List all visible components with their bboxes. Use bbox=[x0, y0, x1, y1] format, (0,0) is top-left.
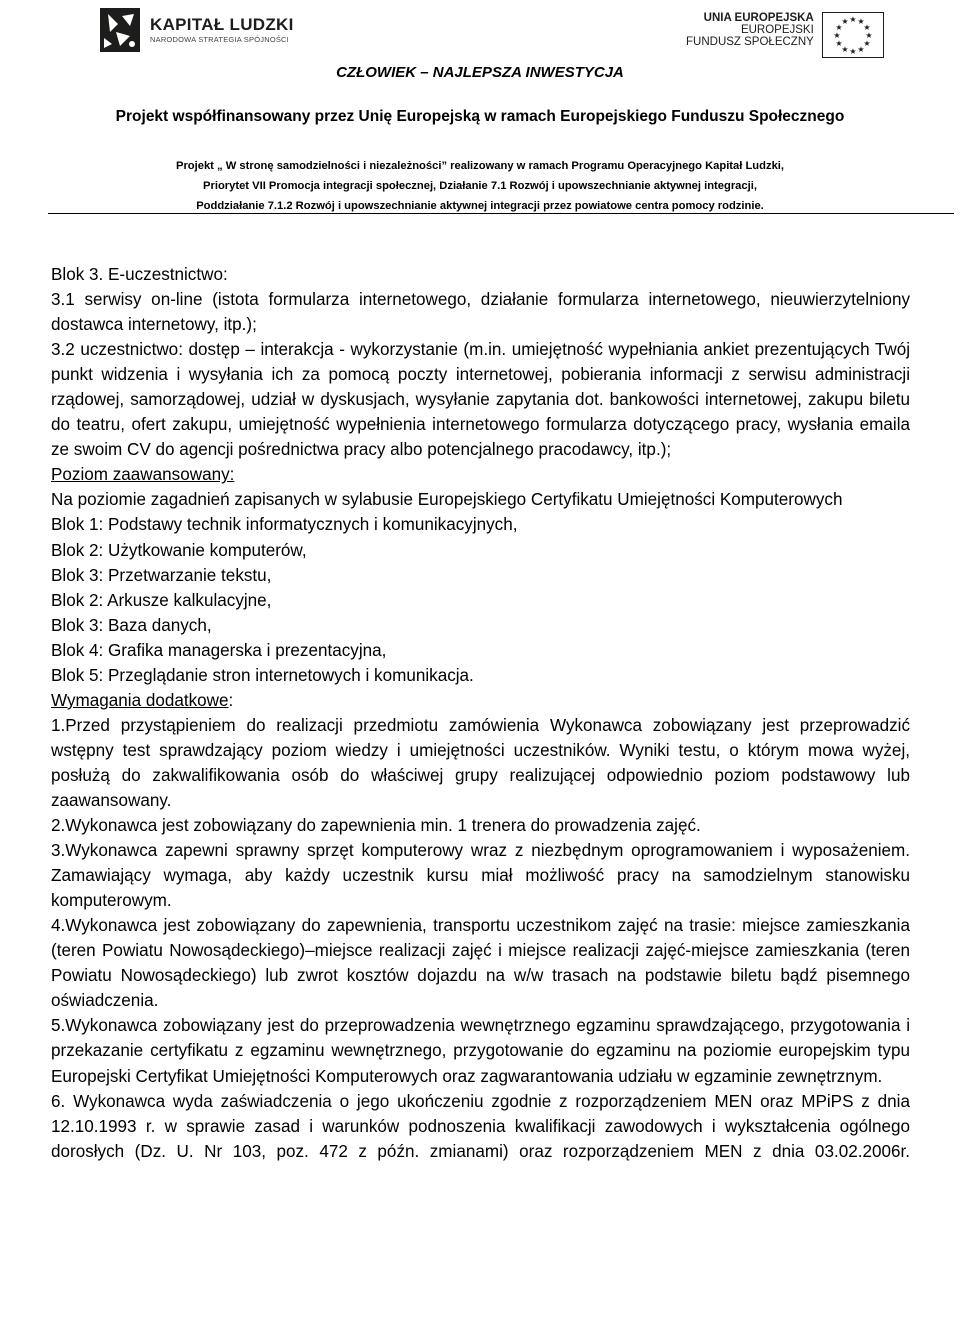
svg-text:★: ★ bbox=[863, 23, 871, 32]
eu-flag-icon bbox=[822, 12, 884, 58]
project-line: Priorytet VII Promocja integracji społecznej, Działanie 7.1 Rozwój i upowszechnianie aktywnej integracji, bbox=[203, 180, 757, 192]
requirements-heading bbox=[51, 688, 910, 713]
project-line: Projekt „ W stronę samodzielności i niezależności” realizowany w ramach Programu Operacyjnego Kapitał Ludzki, bbox=[175, 160, 785, 172]
blok3-heading: Blok 3. E-uczestnictwo: bbox=[51, 265, 228, 284]
kapital-ludzki-title: KAPITAŁ LUDZKI bbox=[150, 15, 294, 35]
advanced-block-item: Blok 2: Arkusze kalkulacyjne, bbox=[51, 590, 272, 610]
svg-text:★: ★ bbox=[835, 39, 843, 48]
requirement-6: 6. Wykonawca wyda zaświadczenia o jego ukończeniu zgodnie z rozporządzeniem MEN oraz MPiPS z dnia 12.10.1993 r. w sprawie zasad i warunków podnoszenia kwalifikacji zawodowych i wykształcenia ogólnego dorosłych (Dz. U. Nr 103, poz. 472 z późn. zmianami) oraz rozporządzeniem MEN z dnia 03.02.2006r. bbox=[51, 1091, 910, 1161]
advanced-block-item: Blok 1: Podstawy technik informatycznych i komunikacyjnych, bbox=[51, 515, 518, 535]
advanced-block-item: Blok 3: Przetwarzanie tekstu, bbox=[51, 565, 272, 585]
project-description bbox=[0, 156, 960, 216]
paragraph-3-1: 3.1 serwisy on-line (istota formularza internetowego, działanie formularza internetowego, nieuwierzytelniony dostawca internetowy, itp.); bbox=[51, 290, 910, 335]
eu-logo-line1: UNIA EUROPEJSKA bbox=[703, 12, 814, 24]
svg-text:★: ★ bbox=[849, 47, 857, 56]
advanced-block-item: Blok 5: Przeglądanie stron internetowych i komunikacja. bbox=[51, 665, 474, 685]
kapital-ludzki-logo bbox=[96, 4, 294, 56]
project-line: Poddziałanie 7.1.2 Rozwój i upowszechnianie aktywnej integracji przez powiatowe centra pomocy rodzinie. bbox=[196, 200, 764, 212]
eu-logo-line2: EUROPEJSKI bbox=[740, 24, 814, 37]
requirement-4: 4.Wykonawca jest zobowiązany do zapewnienia, transportu uczestnikom zajęć na trasie: miejsce zamieszkania (teren Powiatu Nowosądeckiego)–miejsce realizacji zajęć i miejsce realizacji zajęć-miejsce zamieszkania (teren Powiatu Nowosądeckiego) lub zwrot kosztów dojazdu na w/w trasach na podstawie biletu bądź pisemnego oświadczenia. bbox=[51, 916, 910, 1011]
svg-text:★: ★ bbox=[841, 17, 849, 26]
advanced-block-item: Blok 3: Baza danych, bbox=[51, 615, 212, 635]
kapital-ludzki-subtitle: NARODOWA STRATEGIA SPÓJNOŚCI bbox=[150, 35, 289, 45]
motto: CZŁOWIEK – NAJLEPSZA INWESTYCJA bbox=[336, 64, 624, 81]
eu-logo bbox=[686, 12, 884, 62]
svg-text:★: ★ bbox=[849, 15, 857, 24]
svg-text:★: ★ bbox=[857, 17, 865, 26]
paragraph-3-2: 3.2 uczestnictwo: dostęp – interakcja - wykorzystanie (m.in. umiejętność wypełniania ankiet prezentujących Twój punkt widzenia i wysyłania ich za pomocą poczty internetowej, pobierania informacji z serwisu administracji rządowej, samorządowej, udział w dyskusjach, wysyłanie zapytania dot. bankowości internetowej, zakupu biletu do teatru, ofert zakupu, umiejętność wypełnienia internetowego formularza dotyczącego pracy, wysłania emaila ze swoim CV do agencji pośrednictwa pracy albo potencjalnego pracodawcy, itp.); bbox=[51, 340, 910, 460]
header-divider bbox=[48, 213, 954, 214]
requirements-heading-colon: : bbox=[228, 690, 234, 710]
advanced-level-heading: Poziom zaawansowany: bbox=[51, 465, 235, 485]
advanced-block-item: Blok 4: Grafika managerska i prezentacyjna, bbox=[51, 640, 387, 660]
document-body bbox=[51, 262, 910, 1164]
requirement-5: 5.Wykonawca zobowiązany jest do przeprowadzenia wewnętrznego egzaminu sprawdzającego, przygotowania i przekazanie certyfikatu z egzaminu wewnętrznego, przygotowanie do egzaminu na poziomie europejskim typu Europejski Certyfikat Umiejętności Komputerowych oraz zagwarantowania udziału w egzaminie zewnętrznym. bbox=[51, 1016, 910, 1086]
advanced-block-item: Blok 2: Użytkowanie komputerów, bbox=[51, 540, 307, 560]
kapital-ludzki-emblem-icon bbox=[96, 6, 142, 54]
svg-text:★: ★ bbox=[863, 39, 871, 48]
svg-text:★: ★ bbox=[835, 23, 843, 32]
svg-text:★: ★ bbox=[833, 31, 841, 40]
svg-text:★: ★ bbox=[865, 31, 873, 40]
cofinancing-statement: Projekt współfinansowany przez Unię Europejską w ramach Europejskiego Funduszu Społecznego bbox=[115, 108, 845, 125]
requirements-heading-text: Wymagania dodatkowe bbox=[51, 690, 229, 710]
svg-text:★: ★ bbox=[841, 45, 849, 54]
eu-logo-line3: FUNDUSZ SPOŁECZNY bbox=[686, 36, 814, 49]
advanced-level-intro: Na poziomie zagadnień zapisanych w sylabusie Europejskiego Certyfikatu Umiejętności Komputerowych bbox=[51, 490, 843, 510]
requirement-2: 2.Wykonawca jest zobowiązany do zapewnienia min. 1 trenera do prowadzenia zajęć. bbox=[51, 816, 701, 836]
requirement-1: 1.Przed przystąpieniem do realizacji przedmiotu zamówienia Wykonawca zobowiązany jest przeprowadzić wstępny test sprawdzający poziom wiedzy i umiejętności uczestników. Wyniki testu, o którym mowa wyżej, posłużą do zakwalifikowania osób do właściwej grupy realizującej odpowiednio poziom podstawowy lub zaawansowany. bbox=[51, 715, 910, 810]
svg-text:★: ★ bbox=[857, 45, 865, 54]
requirement-3: 3.Wykonawca zapewni sprawny sprzęt komputerowy wraz z niezbędnym oprogramowaniem i wyposażeniem. Zamawiający wymaga, aby każdy uczestnik kursu miał możliwość pracy na samodzielnym stanowisku komputerowym. bbox=[51, 841, 910, 911]
